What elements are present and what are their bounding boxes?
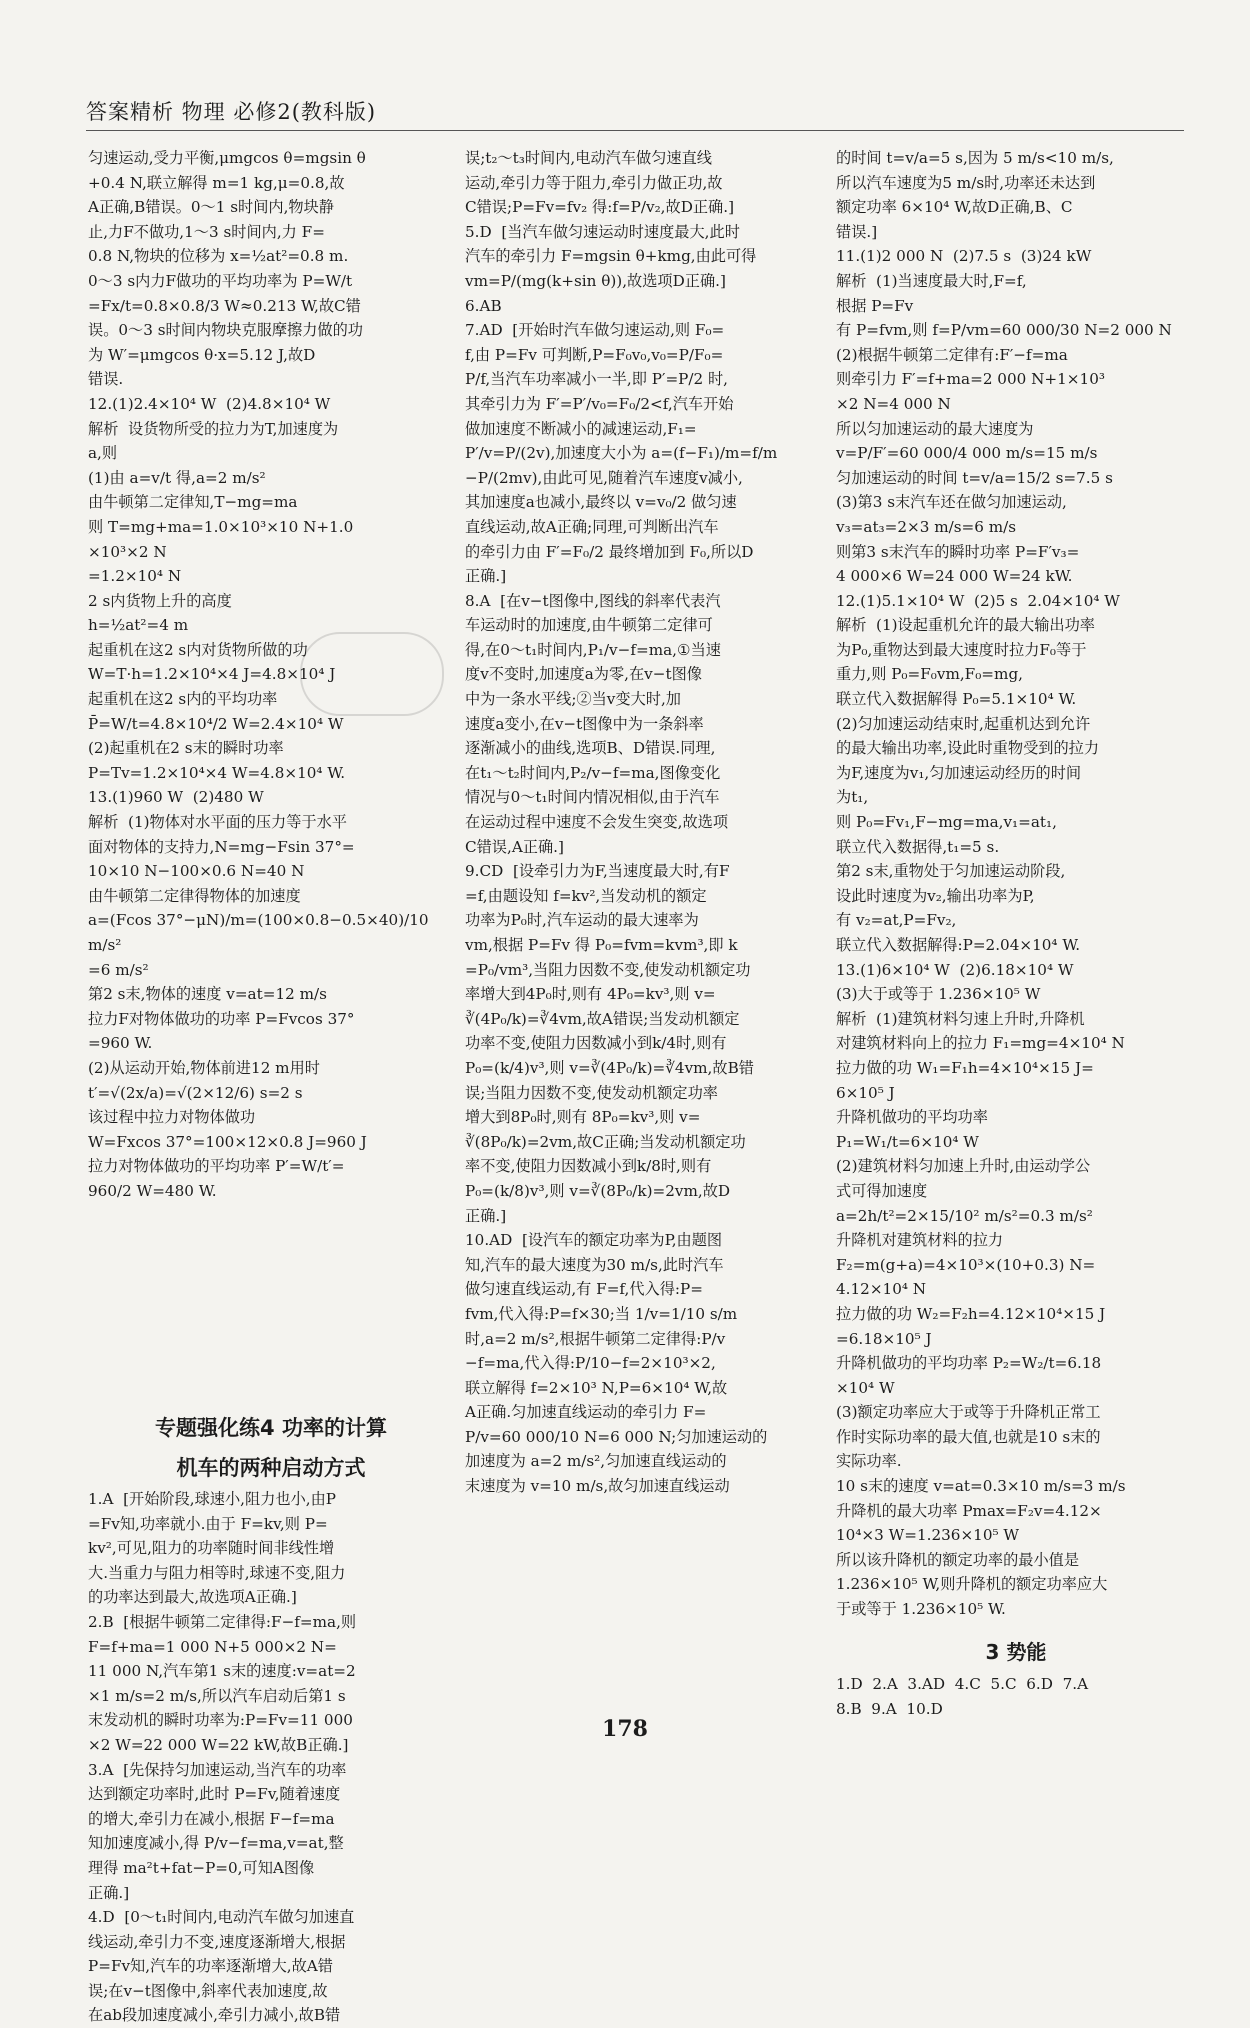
text-line: 误;当阻力因数不变,使发动机额定功率 xyxy=(465,1083,718,1102)
text-line: F=f+ma=1 000 N+5 000×2 N= xyxy=(88,1637,337,1656)
text-line: 面对物体的支持力,N=mg−Fsin 37°= xyxy=(88,837,355,856)
text-line: 的牵引力由 F′=F₀/2 最终增加到 F₀,所以D xyxy=(465,542,754,561)
text-line: P=Tv=1.2×10⁴×4 W=4.8×10⁴ W. xyxy=(88,763,346,782)
text-line: 中为一条水平线;②当v变大时,加 xyxy=(465,690,681,709)
text-line: =f,由题设知 f=kv²,当发动机的额定 xyxy=(465,886,707,905)
text-line: (3)大于或等于 1.236×10⁵ W xyxy=(836,985,1041,1004)
text-line: 率增大到4P₀时,则有 4P₀=kv³,则 v= xyxy=(465,985,716,1004)
text-line: 达到额定功率时,此时 P=Fv,随着速度 xyxy=(88,1785,341,1804)
text-line: 汽车的牵引力 F=mgsin θ+kmg,由此可得 xyxy=(465,247,757,266)
text-line: 解析 (1)物体对水平面的压力等于水平 xyxy=(88,813,347,832)
text-line: t′=√(2x/a)=√(2×12/6) s=2 s xyxy=(88,1083,303,1102)
text-line: 所以匀加速运动的最大速度为 xyxy=(836,419,1034,438)
text-line: (1)由 a=v/t 得,a=2 m/s² xyxy=(88,468,266,487)
text-line: 作时实际功率的最大值,也就是10 s末的 xyxy=(836,1427,1101,1446)
text-line: =960 W. xyxy=(88,1034,153,1053)
text-line: 正确.] xyxy=(465,1206,507,1225)
text-line: W=T·h=1.2×10⁴×4 J=4.8×10⁴ J xyxy=(88,665,336,684)
text-line: 正确.] xyxy=(88,1883,130,1902)
text-line: 960/2 W=480 W. xyxy=(88,1181,217,1200)
header-rule xyxy=(86,130,1184,131)
text-line: 1.A [开始阶段,球速小,阻力也小,由P xyxy=(88,1490,336,1508)
text-line: 起重机在这2 s内的平均功率 xyxy=(88,690,278,709)
text-line: 误;t₂～t₃时间内,电动汽车做匀速直线 xyxy=(465,149,712,167)
text-line: 联立代入数据得,t₁=5 s. xyxy=(836,837,1000,856)
text-line: 率不变,使阻力因数减小到k/8时,则有 xyxy=(465,1157,712,1176)
text-line: (2)建筑材料匀加速上升时,由运动学公 xyxy=(836,1157,1091,1176)
text-line: 直线运动,故A正确;同理,可判断出汽车 xyxy=(465,517,719,536)
text-line: 10.AD [设汽车的额定功率为P,由题图 xyxy=(465,1231,723,1250)
text-line: 解析 (1)建筑材料匀速上升时,升降机 xyxy=(836,1009,1085,1028)
text-line: 其加速度a也减小,最终以 v=v₀/2 做匀速 xyxy=(465,493,737,512)
text-line: −P/(2mv),由此可见,随着汽车速度v减小, xyxy=(465,468,743,487)
text-line: 11.(1)2 000 N (2)7.5 s (3)24 kW xyxy=(836,247,1092,266)
text-line: fvm,代入得:P=f×30;当 1/v=1/10 s/m xyxy=(465,1304,738,1323)
text-line: =6.18×10⁵ J xyxy=(836,1329,932,1348)
text-line: 所以汽车速度为5 m/s时,功率还未达到 xyxy=(836,173,1096,192)
text-line: 则 P₀=Fv₁,F−mg=ma,v₁=at₁, xyxy=(836,813,1057,832)
text-line: v=P/F′=60 000/4 000 m/s=15 m/s xyxy=(836,444,1098,463)
text-line: 第2 s末,物体的速度 v=at=12 m/s xyxy=(88,985,327,1004)
text-line: =6 m/s² xyxy=(88,960,149,979)
text-line: (2)从运动开始,物体前进12 m用时 xyxy=(88,1058,320,1077)
text-line: 13.(1)6×10⁴ W (2)6.18×10⁴ W xyxy=(836,960,1074,979)
text-line: ×2 N=4 000 N xyxy=(836,394,951,413)
text-line: 末速度为 v=10 m/s,故匀加速直线运动 xyxy=(465,1477,730,1496)
text-line: 误;在v−t图像中,斜率代表加速度,故 xyxy=(88,1981,328,2000)
text-line: 知加速度减小,得 P/v−f=ma,v=at,整 xyxy=(88,1834,344,1853)
text-line: 在运动过程中速度不会发生突变,故选项 xyxy=(465,813,729,832)
text-line: 6.AB xyxy=(465,296,502,315)
text-line: 在ab段加速度减小,牵引力减小,故B错 xyxy=(88,2006,341,2025)
text-line: P₀=(k/4)v³,则 v=∛(4P₀/k)=∛4vm,故B错 xyxy=(465,1058,754,1077)
text-line: −f=ma,代入得:P/10−f=2×10³×2, xyxy=(465,1354,716,1373)
text-line: 时,a=2 m/s²,根据牛顿第二定律得:P/v xyxy=(465,1329,726,1348)
text-line: 知,汽车的最大速度为30 m/s,此时汽车 xyxy=(465,1255,724,1274)
text-line: ∛(4P₀/k)=∛4vm,故A错误;当发动机额定 xyxy=(465,1009,740,1028)
text-line: vm=P/(mg(k+sin θ)),故选项D正确.] xyxy=(465,271,726,290)
text-line: 0.8 N,物块的位移为 x=½at²=0.8 m. xyxy=(88,247,349,266)
text-line: 则第3 s末汽车的瞬时功率 P=F′v₃= xyxy=(836,542,1080,561)
running-header: 答案精析 物理 必修2(教科版) xyxy=(86,100,377,124)
column-3 xyxy=(836,146,1196,1676)
text-line: A正确.匀加速直线运动的牵引力 F= xyxy=(465,1403,707,1422)
text-line: 于或等于 1.236×10⁵ W. xyxy=(836,1600,1006,1619)
text-line: vm,根据 P=Fv 得 P₀=fvm=kvm³,即 k xyxy=(465,936,738,954)
text-line: P₀=(k/8)v³,则 v=∛(8P₀/k)=2vm,故D xyxy=(465,1181,731,1200)
text-line: 3.A [先保持匀加速运动,当汽车的功率 xyxy=(88,1760,347,1779)
text-line: 拉力做的功 W₂=F₂h=4.12×10⁴×15 J xyxy=(836,1304,1106,1323)
text-line: 线运动,牵引力不变,速度逐渐增大,根据 xyxy=(88,1932,346,1951)
text-line: 增大到8P₀时,则有 8P₀=kv³,则 v= xyxy=(465,1108,701,1127)
text-line: =P₀/vm³,当阻力因数不变,使发动机额定功 xyxy=(465,960,751,979)
text-line: 10×10 N−100×0.6 N=40 N xyxy=(88,862,305,881)
text-line: 在t₁～t₂时间内,P₂/v−f=ma,图像变化 xyxy=(465,763,721,782)
text-line: 9.CD [设牵引力为F,当速度最大时,有F xyxy=(465,862,730,881)
text-line: 逐渐减小的曲线,选项B、D错误.同理, xyxy=(465,739,716,758)
text-line: 2.B [根据牛顿第二定律得:F−f=ma,则 xyxy=(88,1612,357,1631)
text-line: (3)额定功率应大于或等于升降机正常工 xyxy=(836,1403,1101,1422)
section-3-title: 3 势能 xyxy=(985,1640,1047,1664)
text-line: 做加速度不断减小的减速运动,F₁= xyxy=(465,419,697,438)
text-line: a,则 xyxy=(88,444,118,463)
text-line: 速度a变小,在v−t图像中为一条斜率 xyxy=(465,714,704,733)
text-line: 错误. xyxy=(88,370,124,389)
text-line: F₂=m(g+a)=4×10³×(10+0.3) N= xyxy=(836,1255,1096,1274)
text-line: 5.D [当汽车做匀速运动时速度最大,此时 xyxy=(465,222,740,241)
text-line: 的最大输出功率,设此时重物受到的拉力 xyxy=(836,739,1100,758)
text-line: P̄=W/t=4.8×10⁴/2 W=2.4×10⁴ W xyxy=(88,714,344,733)
text-line: 额定功率 6×10⁴ W,故D正确,B、C xyxy=(836,198,1073,217)
text-line: 升降机做功的平均功率 P₂=W₂/t=6.18 xyxy=(836,1354,1102,1373)
text-line: h=½at²=4 m xyxy=(88,616,189,635)
text-line: 2 s内货物上升的高度 xyxy=(88,591,232,610)
text-line: 该过程中拉力对物体做功 xyxy=(88,1108,256,1127)
text-line: +0.4 N,联立解得 m=1 kg,μ=0.8,故 xyxy=(88,173,345,192)
text-line: 12.(1)5.1×10⁴ W (2)5 s 2.04×10⁴ W xyxy=(836,591,1120,610)
text-line: 解析 (1)当速度最大时,F=f, xyxy=(836,271,1027,290)
text-line: 功率不变,使阻力因数减小到k/4时,则有 xyxy=(465,1034,727,1053)
text-line: 联立代入数据解得 P₀=5.1×10⁴ W. xyxy=(836,690,1077,709)
text-line: 13.(1)960 W (2)480 W xyxy=(88,788,264,807)
text-line: a=2h/t²=2×15/10² m/s²=0.3 m/s² xyxy=(836,1206,1093,1225)
text-line: 7.AD [开始时汽车做匀速运动,则 F₀= xyxy=(465,321,725,340)
text-line: 其牵引力为 F′=P′/v₀=F₀/2<f,汽车开始 xyxy=(465,394,734,413)
text-line: P/f,当汽车功率减小一半,即 P′=P/2 时, xyxy=(465,370,729,389)
text-line: A正确,B错误。0～1 s时间内,物块静 xyxy=(88,198,334,217)
text-line: 对建筑材料向上的拉力 F₁=mg=4×10⁴ N xyxy=(836,1034,1125,1053)
text-line: 错误.] xyxy=(836,222,878,241)
text-line: 有 v₂=at,P=Fv₂, xyxy=(836,911,957,930)
text-line: 拉力F对物体做功的功率 P=Fvcos 37° xyxy=(88,1009,355,1028)
text-line: 0～3 s内力F做功的平均功率为 P=W/t xyxy=(88,271,353,290)
text-line: v₃=at₃=2×3 m/s=6 m/s xyxy=(836,517,1017,536)
section-title-line-1: 专题强化练4 功率的计算 xyxy=(155,1416,387,1440)
text-line: 实际功率. xyxy=(836,1452,902,1471)
text-line: W=Fxcos 37°=100×12×0.8 J=960 J xyxy=(88,1132,367,1151)
text-line: 设此时速度为v₂,输出功率为P, xyxy=(836,886,1035,905)
text-line: 第2 s末,重物处于匀加速运动阶段, xyxy=(836,862,1066,881)
text-line: 1.D 2.A 3.AD 4.C 5.C 6.D 7.A xyxy=(836,1675,1089,1693)
text-line: 情况与0～t₁时间内情况相似,由于汽车 xyxy=(465,788,720,807)
text-line: 1.236×10⁵ W,则升降机的额定功率应大 xyxy=(836,1575,1108,1594)
text-line: 由牛顿第二定律知,T−mg=ma xyxy=(88,493,298,512)
text-line: 匀速运动,受力平衡,μmgcos θ=mgsin θ xyxy=(88,149,366,167)
text-line: 升降机对建筑材料的拉力 xyxy=(836,1231,1004,1250)
text-line: 拉力做的功 W₁=F₁h=4×10⁴×15 J= xyxy=(836,1058,1094,1077)
text-line: 匀加速运动的时间 t=v/a=15/2 s=7.5 s xyxy=(836,468,1113,487)
text-line: 做匀速直线运动,有 F=f,代入得:P= xyxy=(465,1280,703,1299)
text-line: 所以该升降机的额定功率的最小值是 xyxy=(836,1550,1079,1569)
text-line: 则 T=mg+ma=1.0×10³×10 N+1.0 xyxy=(88,517,354,536)
text-line: P′/v=P/(2v),加速度大小为 a=(f−F₁)/m=f/m xyxy=(465,444,778,463)
text-line: 正确.] xyxy=(465,567,507,586)
text-line: =1.2×10⁴ N xyxy=(88,567,182,586)
text-line: 止,力F不做功,1～3 s时间内,力 F= xyxy=(88,222,325,241)
text-line: 的时间 t=v/a=5 s,因为 5 m/s<10 m/s, xyxy=(836,149,1114,167)
text-line: P/v=60 000/10 N=6 000 N;匀加速运动的 xyxy=(465,1427,768,1446)
text-line: P₁=W₁/t=6×10⁴ W xyxy=(836,1132,979,1151)
text-line: ×10⁴ W xyxy=(836,1378,895,1397)
text-line: 理得 ma²t+fat−P=0,可知A图像 xyxy=(88,1858,315,1877)
page-number: 178 xyxy=(602,1716,648,1742)
text-line: 联立代入数据解得:P=2.04×10⁴ W. xyxy=(836,936,1081,954)
text-line: 末发动机的瞬时功率为:P=Fv=11 000 xyxy=(88,1711,353,1730)
text-line: =Fx/t=0.8×0.8/3 W≈0.213 W,故C错 xyxy=(88,296,361,315)
text-line: 4.12×10⁴ N xyxy=(836,1280,927,1299)
column-1 xyxy=(88,146,448,1536)
text-line: a=(Fcos 37°−μN)/m=(100×0.8−0.5×40)/10 m/s² xyxy=(88,911,434,954)
text-line: 6×10⁵ J xyxy=(836,1083,895,1102)
text-line: 10⁴×3 W=1.236×10⁵ W xyxy=(836,1526,1020,1545)
text-line: ×1 m/s=2 m/s,所以汽车启动后第1 s xyxy=(88,1686,346,1705)
section-title-line-2: 机车的两种启动方式 xyxy=(176,1456,366,1480)
text-line: 4.D [0～t₁时间内,电动汽车做匀加速直 xyxy=(88,1908,355,1927)
text-line: 大.当重力与阻力相等时,球速不变,阻力 xyxy=(88,1563,346,1582)
text-line: 升降机的最大功率 Pmax=F₂v=4.12× xyxy=(836,1501,1102,1520)
text-line: (3)第3 s末汽车还在做匀加速运动, xyxy=(836,493,1067,512)
text-line: kv²,可见,阻力的功率随时间非线性增 xyxy=(88,1539,335,1558)
text-line: 8.A [在v−t图像中,图线的斜率代表汽 xyxy=(465,591,721,610)
text-line: 解析 设货物所受的拉力为T,加速度为 xyxy=(88,419,339,438)
text-line: C错误;P=Fv=fv₂ 得:f=P/v₂,故D正确.] xyxy=(465,198,734,217)
text-line: 车运动时的加速度,由牛顿第二定律可 xyxy=(465,616,713,635)
text-line: 则牵引力 F′=f+ma=2 000 N+1×10³ xyxy=(836,370,1105,389)
text-line: 得,在0～t₁时间内,P₁/v−f=ma,①当速 xyxy=(465,640,721,659)
text-line: 联立解得 f=2×10³ N,P=6×10⁴ W,故 xyxy=(465,1378,728,1397)
text-line: 的功率达到最大,故选项A正确.] xyxy=(88,1588,297,1607)
text-line: 10 s末的速度 v=at=0.3×10 m/s=3 m/s xyxy=(836,1477,1126,1496)
text-line: (2)匀加速运动结束时,起重机达到允许 xyxy=(836,714,1091,733)
text-line: ∛(8P₀/k)=2vm,故C正确;当发动机额定功 xyxy=(465,1132,746,1151)
text-line: ×2 W=22 000 W=22 kW,故B正确.] xyxy=(88,1735,349,1754)
text-line: 4 000×6 W=24 000 W=24 kW. xyxy=(836,567,1073,586)
text-line: 由牛顿第二定律得物体的加速度 xyxy=(88,886,301,905)
text-line: 为t₁, xyxy=(836,788,869,807)
text-line: 8.B 9.A 10.D xyxy=(836,1699,943,1718)
text-line: 解析 (1)设起重机允许的最大输出功率 xyxy=(836,616,1095,635)
text-line: 的增大,牵引力在减小,根据 F−f=ma xyxy=(88,1809,335,1828)
text-line: 运动,牵引力等于阻力,牵引力做正功,故 xyxy=(465,173,723,192)
text-line: (2)根据牛顿第二定律有:F′−f=ma xyxy=(836,345,1068,364)
text-line: (2)起重机在2 s末的瞬时功率 xyxy=(88,739,284,758)
text-line: 11 000 N,汽车第1 s末的速度:v=at=2 xyxy=(88,1662,356,1681)
text-line: 为F,速度为v₁,匀加速运动经历的时间 xyxy=(836,763,1082,782)
text-line: 12.(1)2.4×10⁴ W (2)4.8×10⁴ W xyxy=(88,394,331,413)
text-line: 功率为P₀时,汽车运动的最大速率为 xyxy=(465,911,699,930)
text-line: 升降机做功的平均功率 xyxy=(836,1108,988,1127)
text-line: 有 P=fvm,则 f=P/vm=60 000/30 N=2 000 N xyxy=(836,321,1172,340)
text-line: ×10³×2 N xyxy=(88,542,167,561)
text-line: C错误,A正确.] xyxy=(465,837,564,856)
text-line: 起重机在这2 s内对货物所做的功 xyxy=(88,640,308,659)
text-line: =Fv知,功率就小.由于 F=kv,则 P= xyxy=(88,1514,328,1533)
text-line: 误。0～3 s时间内物块克服摩擦力做的功 xyxy=(88,321,363,340)
text-line: 根据 P=Fv xyxy=(836,296,914,315)
text-line: 为P₀,重物达到最大速度时拉力F₀等于 xyxy=(836,640,1087,659)
text-line: P=Fv知,汽车的功率逐渐增大,故A错 xyxy=(88,1957,333,1976)
stamp-watermark xyxy=(300,632,444,716)
text-line: 为 W′=μmgcos θ·x=5.12 J,故D xyxy=(88,345,316,364)
column-2 xyxy=(465,146,825,1676)
text-line: 度v不变时,加速度a为零,在v−t图像 xyxy=(465,665,702,684)
text-line: f,由 P=Fv 可判断,P=F₀v₀,v₀=P/F₀= xyxy=(465,345,724,364)
text-line: 重力,则 P₀=F₀vm,F₀=mg, xyxy=(836,665,1023,684)
text-line: 拉力对物体做功的平均功率 P′=W/t′= xyxy=(88,1157,345,1176)
text-line: 式可得加速度 xyxy=(836,1181,928,1200)
text-line: 加速度为 a=2 m/s²,匀加速直线运动的 xyxy=(465,1452,727,1471)
